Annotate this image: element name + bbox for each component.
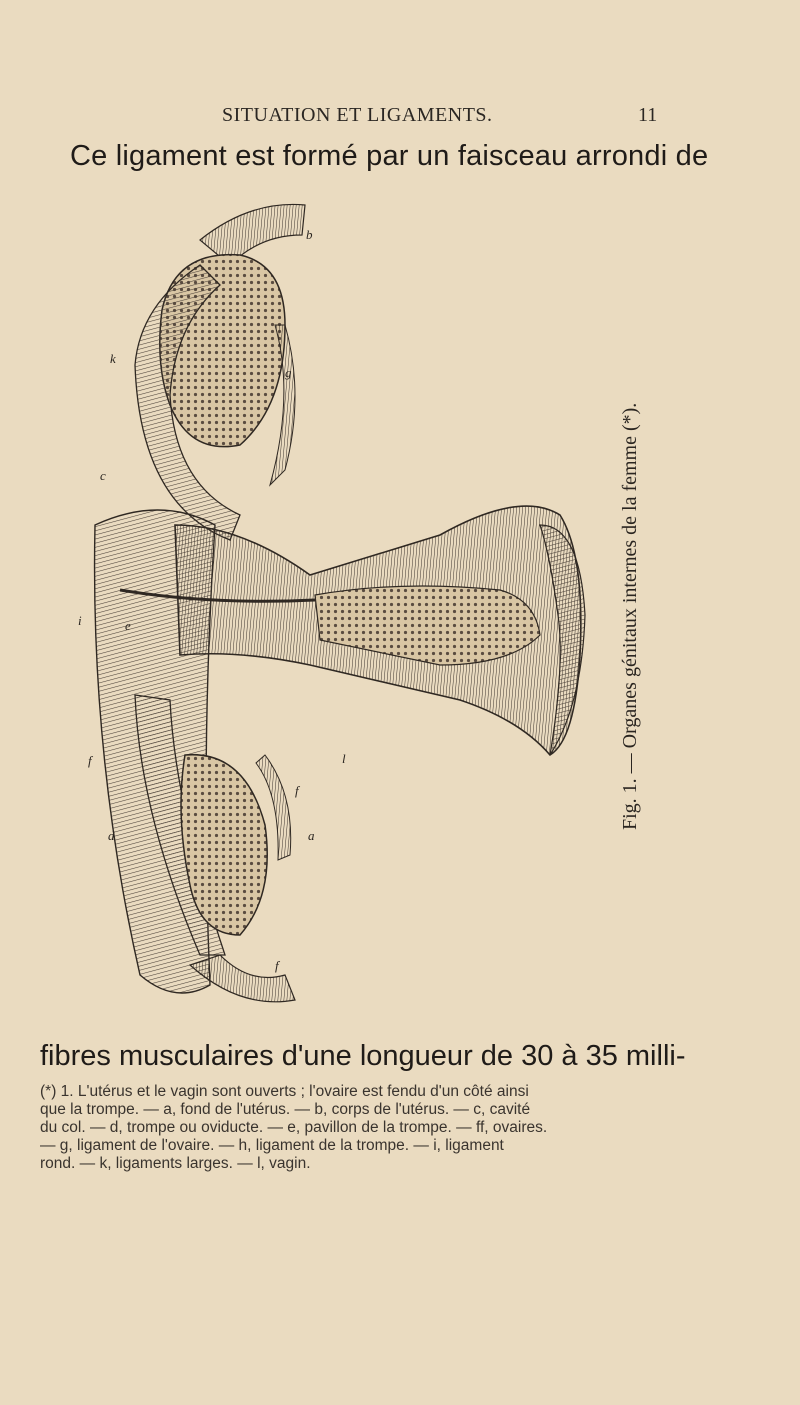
- figure-label-b: b: [306, 227, 313, 242]
- figure-caption: Fig. 1. — Organes génitaux internes de la femme (*).: [619, 402, 641, 830]
- figure-label-h: g: [285, 365, 292, 380]
- footnote-line: — g, ligament de l'ovaire. — h, ligament de la trompe. — i, ligament: [40, 1137, 504, 1154]
- body-text-line-2: fibres musculaires d'une longueur de 30 à 35 milli-: [40, 1040, 686, 1072]
- footnote-line: rond. — k, ligaments larges. — l, vagin.: [40, 1155, 311, 1172]
- figure-label-l: l: [342, 751, 346, 766]
- figure-label-a: a: [308, 828, 315, 843]
- footnote-line: (*) 1. L'utérus et le vagin sont ouverts ; l'ovaire est fendu d'un côté ainsi: [40, 1083, 529, 1100]
- anatomical-figure: [80, 195, 600, 1015]
- figure-label-f-upper: f: [88, 753, 92, 768]
- figure-label-f-lower: f: [275, 958, 279, 973]
- figure-label-k: k: [110, 351, 116, 366]
- figure-label-i: i: [78, 613, 82, 628]
- body-text-line-1: Ce ligament est formé par un faisceau arrondi de: [70, 140, 709, 172]
- footnote: [40, 1083, 720, 1173]
- figure-label-c: c: [100, 468, 106, 483]
- fimbriae-lower: [190, 955, 295, 1002]
- footnote-line: que la trompe. — a, fond de l'utérus. — b, corps de l'utérus. — c, cavité: [40, 1101, 531, 1118]
- running-title: SITUATION ET LIGAMENTS.: [222, 104, 493, 126]
- figure-label-e: e: [125, 618, 131, 633]
- page-number: 11: [638, 104, 658, 126]
- footnote-line: du col. — d, trompe ou oviducte. — e, pavillon de la trompe. — ff, ovaires.: [40, 1119, 548, 1136]
- figure-label-d: d: [108, 828, 115, 843]
- figure-label-g: f: [295, 783, 299, 798]
- running-head: [0, 104, 800, 128]
